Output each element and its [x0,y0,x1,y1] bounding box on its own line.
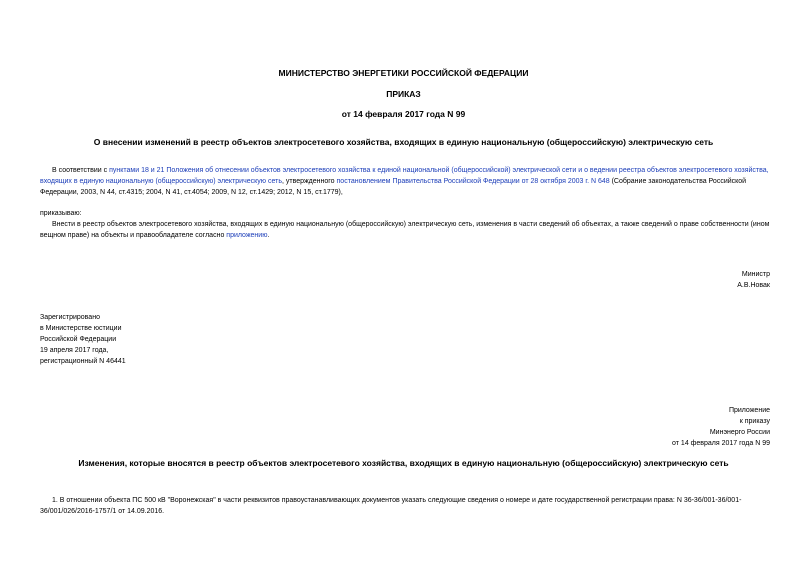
preamble-text-1: В соответствии с [52,167,110,174]
registration-line: Зарегистрировано [40,314,100,321]
order-paragraph [40,219,770,241]
appendix-reference [520,405,770,449]
ministry-heading: МИНИСТЕРСТВО ЭНЕРГЕТИКИ РОССИЙСКОЙ ФЕДЕРАЦИИ [278,68,529,78]
appendix-ref-line: Приложение [728,407,770,414]
signature-block [560,269,770,291]
appendix-ref-line: от 14 февраля 2017 года N 99 [672,440,770,447]
registration-line: регистрационный N 46441 [40,358,126,365]
registration-line: 19 апреля 2017 года, [40,347,109,354]
document-title: О внесении изменений в реестр объектов электросетевого хозяйства, входящих в единую национальную (общероссийскую) электрическую сеть [93,137,714,147]
preamble-text-2: , утвержденного [281,178,337,185]
doc-date-number: от 14 февраля 2017 года N 99 [341,109,466,119]
registration-line: в Министерстве юстиции [40,325,122,332]
order-text-1: Внести в реестр объектов электросетевого хозяйства, входящих в единую национальную (общероссийскую) электрическую сеть, изменения в части сведений об объектах, а также сведений о праве собственности (ином вещном праве) на объекты и правообладателе согласно [40,221,770,239]
registration-line: Российской Федерации [40,336,117,343]
order-word: приказываю: [40,210,82,217]
preamble-paragraph [40,165,770,198]
order-text-2: . [267,232,270,239]
appendix-title: Изменения, которые вносятся в реестр объектов электросетевого хозяйства, входящих в единую национальную (общероссийскую) электрическую сеть [78,458,729,468]
registration-block [40,312,340,367]
appendix-ref-line: Минэнерго России [709,429,770,436]
preamble-text-3: (Собрание законодательства Российской Федерации, 2003, N 44, ст.4315; 2004, N 41, ст.4054; 2009, N 12, ст.1429; 2012, N 15, ст.1779), [40,178,747,196]
appendix-item-1: 1. В отношении объекта ПС 500 кВ "Воронежская" в части реквизитов правоустанавливающих документов указать следующие сведения о номере и дате государственной регистрации права: N 36-36/001-36/001-36/001/026/2016-1757/1 от 14.09.2016. [40,497,742,515]
appendix-link[interactable]: приложению [226,232,268,239]
appendix-ref-line: к приказу [739,418,770,425]
doc-type-heading: ПРИКАЗ [386,89,421,99]
resolution-link[interactable]: постановлением Правительства Российской Федерации от 28 октября 2003 г. N 648 [336,178,610,185]
signature-name: А.В.Новак [737,282,770,289]
regulation-link[interactable]: пунктами 18 и 21 Положения об отнесении объектов электросетевого хозяйства к единой национальной (общероссийской) электрической сети и о ведении реестра объектов электросетевого хозяйства, входящих в единую национальную (общероссийскую) электрическую сеть [40,167,769,185]
signature-position: Министр [741,271,770,278]
